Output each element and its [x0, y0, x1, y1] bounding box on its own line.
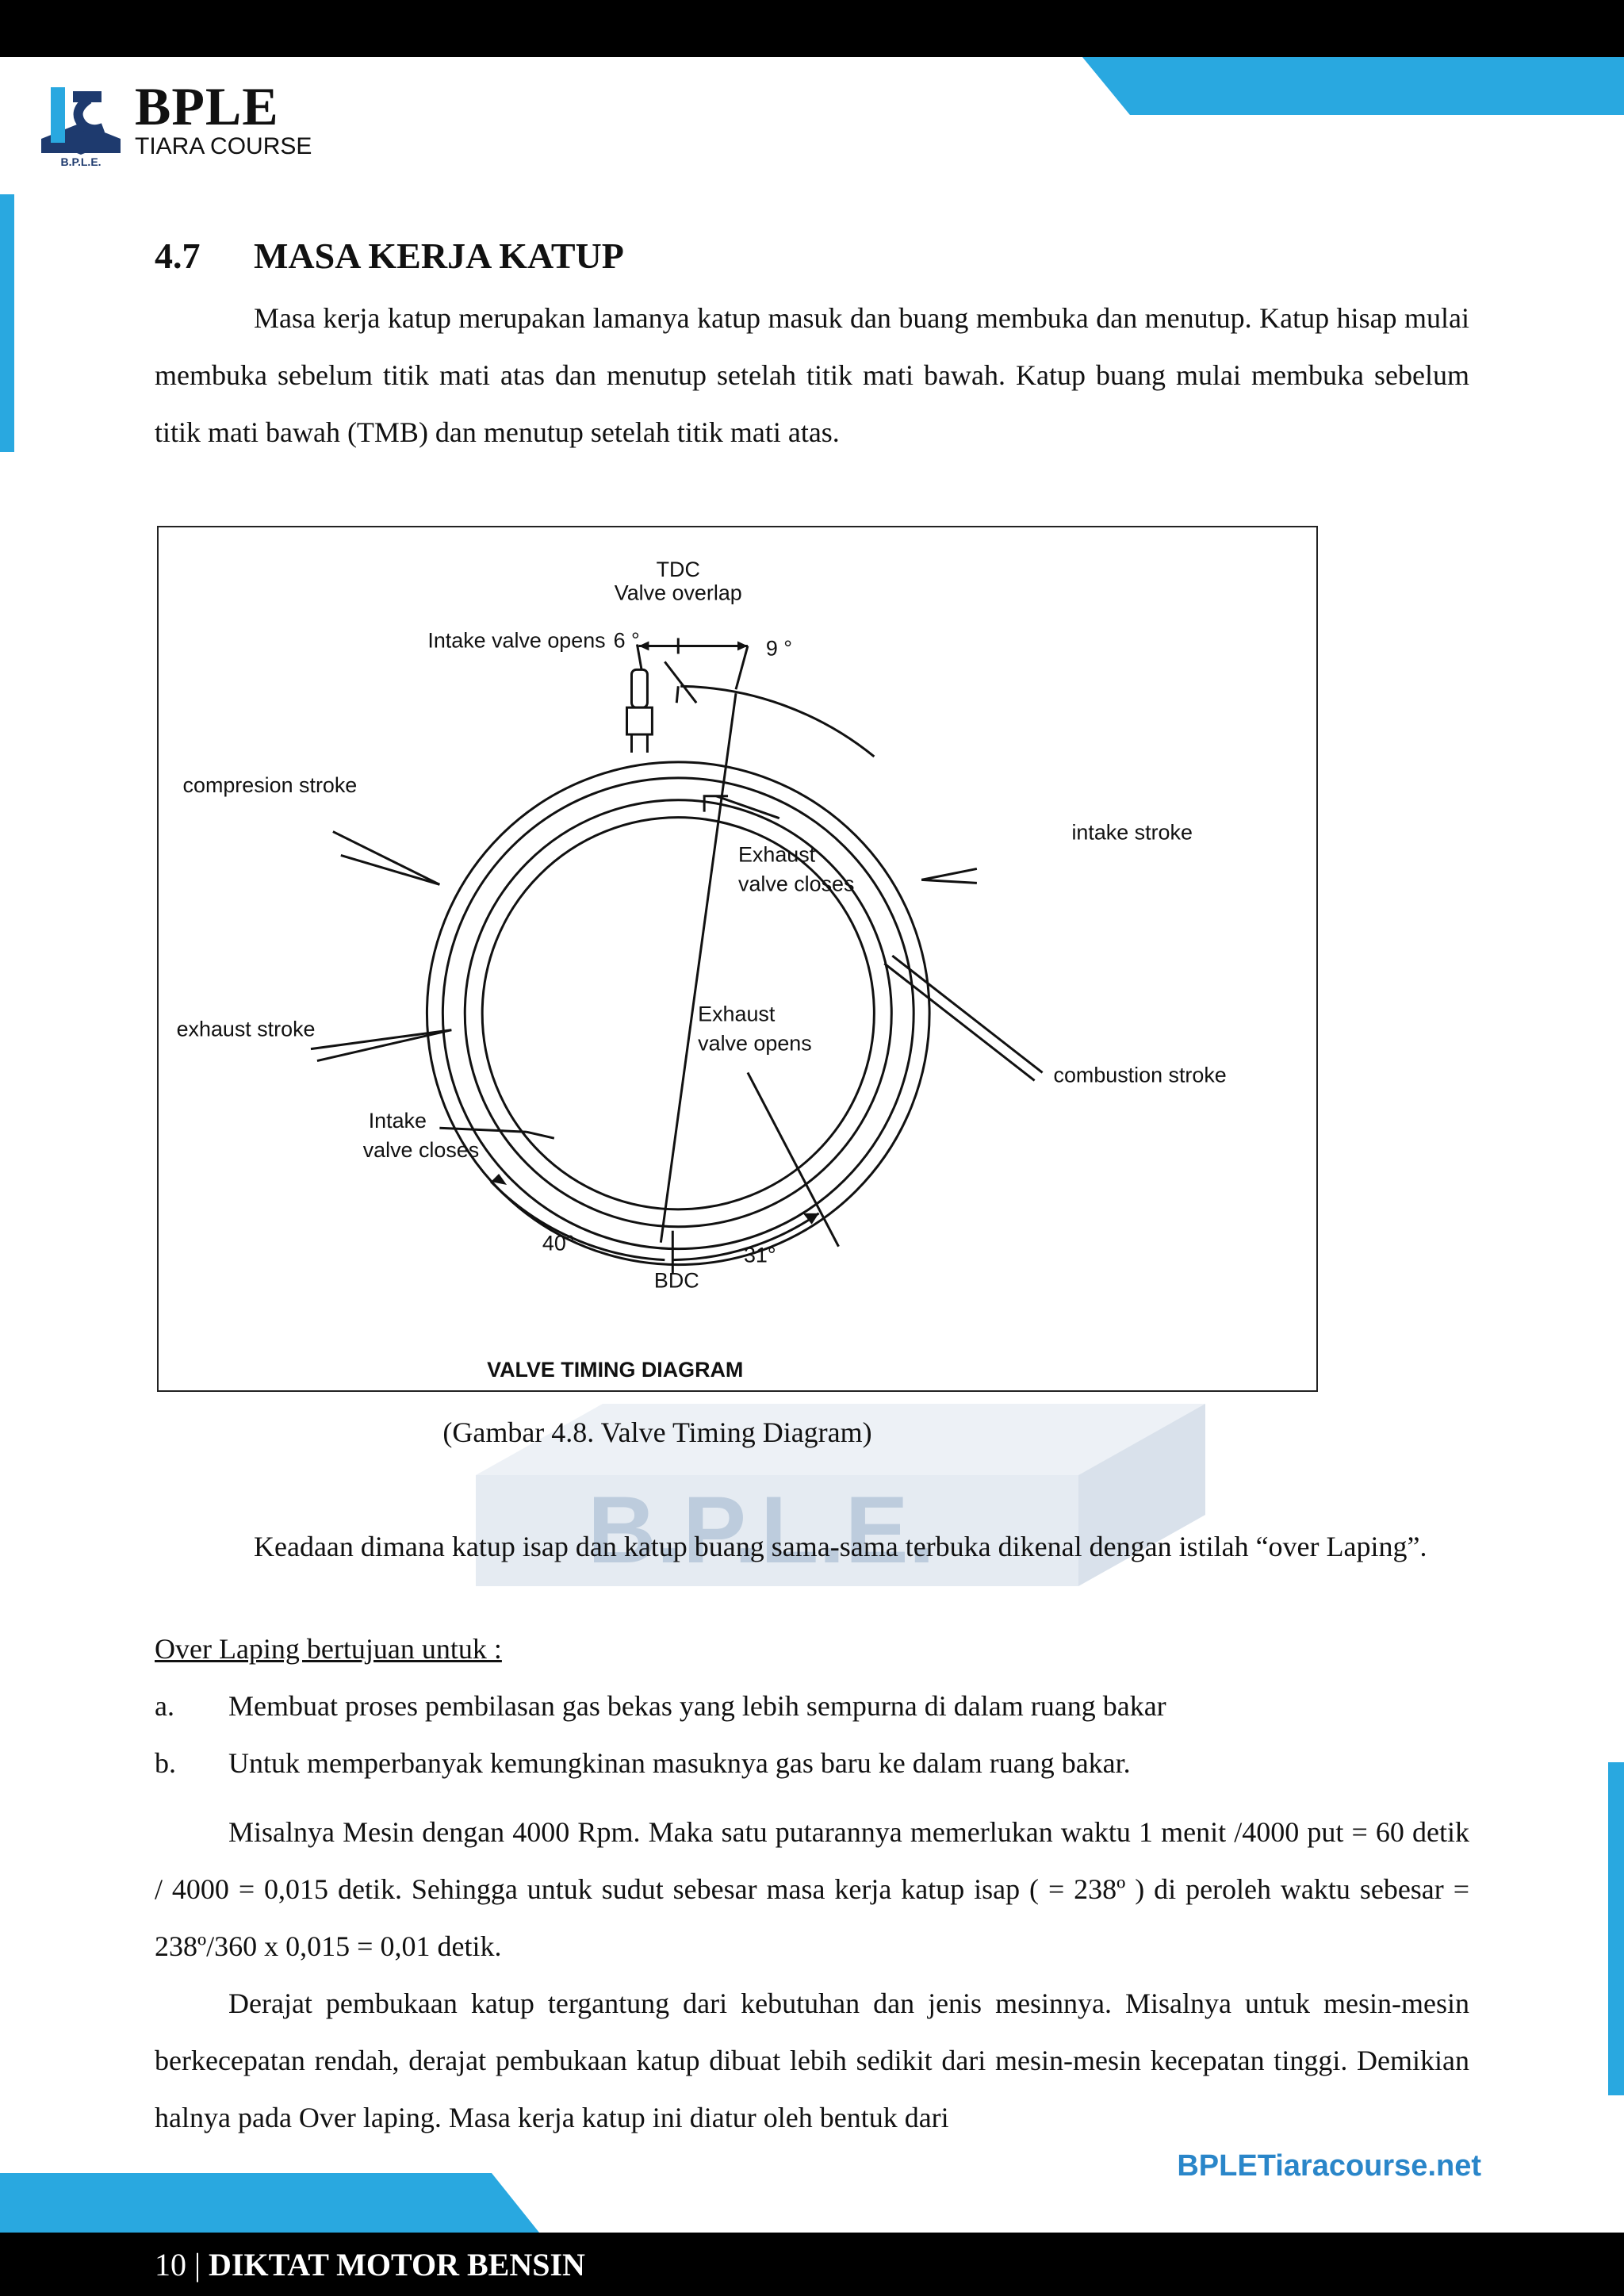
site-link[interactable]: BPLETiaracourse.net	[1177, 2149, 1481, 2183]
intake-closes-label-2: valve closes	[362, 1138, 480, 1163]
watermark-text: B.P.L.E.	[588, 1477, 935, 1583]
deg-6-label: 6 °	[613, 628, 640, 653]
exhaust-closes-label-2: valve closes	[737, 872, 855, 896]
second-circle	[442, 778, 914, 1249]
intake-closes-label-1: Intake	[368, 1109, 427, 1133]
degree-paragraph: Derajat pembukaan katup tergantung dari kebutuhan dan jenis mesinnya. Misalnya untuk mesin-mesin berkecepatan rendah, derajat pembukaan katup dibuat lebih sedikit dari mesin-mesin kecepatan tinggi. Demikian halnya pada Over laping. Masa kerja katup ini diatur oleh bentuk dari	[155, 1987, 1469, 2133]
intake-leader	[921, 868, 977, 880]
brand-name: BPLE	[135, 76, 279, 136]
intake-opens-label: Intake valve opens	[427, 628, 606, 653]
deg-40-label: 40°	[542, 1231, 575, 1255]
list-item	[155, 1689, 1166, 1723]
section-title: MASA KERJA KATUP	[254, 236, 624, 276]
section-heading	[155, 235, 624, 277]
exhaust-closes-label-1: Exhaust	[737, 842, 816, 867]
exhaust-close-pointer	[716, 796, 779, 818]
bple-logo	[33, 75, 124, 171]
footer-title: DIKTAT MOTOR BENSIN	[209, 2247, 585, 2283]
figure-caption: (Gambar 4.8. Valve Timing Diagram)	[442, 1416, 872, 1448]
right-accent-stripe	[1608, 1762, 1624, 2095]
intake-arc-tick	[676, 686, 678, 703]
outer-circle	[427, 762, 929, 1265]
intake-arc	[680, 686, 874, 757]
valve-timing-diagram	[157, 526, 1318, 1392]
section-number: 4.7	[155, 236, 201, 276]
logo-caption: B.P.L.E.	[60, 155, 102, 168]
deg-31-label: 31°	[743, 1243, 776, 1267]
list-text: Untuk memperbanyak kemungkinan masuknya gas baru ke dalam ruang bakar.	[228, 1747, 1131, 1779]
diagram-title: VALVE TIMING DIAGRAM	[487, 1358, 744, 1382]
combustion-leader	[884, 964, 1034, 1080]
list-item	[155, 1746, 1131, 1780]
spark-plug-icon	[627, 669, 653, 753]
valve-overlap-label: Valve overlap	[614, 581, 742, 605]
compression-stroke-label: compresion stroke	[182, 772, 358, 797]
exhaust-open-pointer	[748, 1072, 839, 1246]
intro-paragraph: Masa kerja katup merupakan lamanya katup masuk dan buang membuka dan menutup. Katup hisap mulai membuka sebelum titik mati atas dan menutup setelah titik mati bawah. Katup buang mulai membuka sebelum titik mati bawah (TMB) dan menutup setelah titik mati atas.	[155, 302, 1469, 448]
third-circle	[465, 800, 891, 1227]
overlap-paragraph: Keadaan dimana katup isap dan katup buang sama-sama terbuka dikenal dengan istilah “over Laping”.	[254, 1531, 1427, 1562]
combustion-stroke-label: combustion stroke	[1053, 1063, 1227, 1087]
page-number: 10 |	[155, 2247, 201, 2283]
deg-9-label: 9 °	[765, 636, 793, 661]
example-paragraph: Misalnya Mesin dengan 4000 Rpm. Maka satu putarannya memerlukan waktu 1 menit /4000 put = 60 detik / 4000 = 0,015 detik. Sehingga untuk sudut sebesar masa kerja katup isap ( = 238º ) di peroleh waktu sebesar = 238º/360 x 0,015 = 0,01 detik.	[155, 1816, 1469, 1962]
arrowhead	[638, 641, 649, 650]
list-heading: Over Laping bertujuan untuk :	[155, 1633, 502, 1665]
footer	[155, 2246, 585, 2283]
intake-stroke-label: intake stroke	[1071, 820, 1193, 845]
list-marker: a.	[155, 1690, 174, 1722]
exhaust-opens-label-2: valve opens	[698, 1031, 812, 1056]
list-text: Membuat proses pembilasan gas bekas yang lebih sempurna di dalam ruang bakar	[228, 1690, 1166, 1722]
list-marker: b.	[155, 1747, 176, 1779]
overlap-right-bound	[736, 646, 748, 689]
left-accent-stripe	[0, 194, 14, 452]
exhaust-stroke-label: exhaust stroke	[176, 1017, 316, 1041]
brand-subtitle: TIARA COURSE	[135, 133, 312, 159]
intake-open-pointer	[665, 661, 696, 703]
dim-40-arc	[491, 1182, 665, 1260]
tdc-bdc-line	[661, 693, 736, 1242]
bdc-label: BDC	[653, 1268, 699, 1293]
exhaust-opens-label-1: Exhaust	[698, 1002, 776, 1026]
tdc-label: TDC	[656, 557, 700, 581]
bottom-blue-band	[0, 2173, 1624, 2233]
intake-close-pointer	[439, 1128, 527, 1132]
